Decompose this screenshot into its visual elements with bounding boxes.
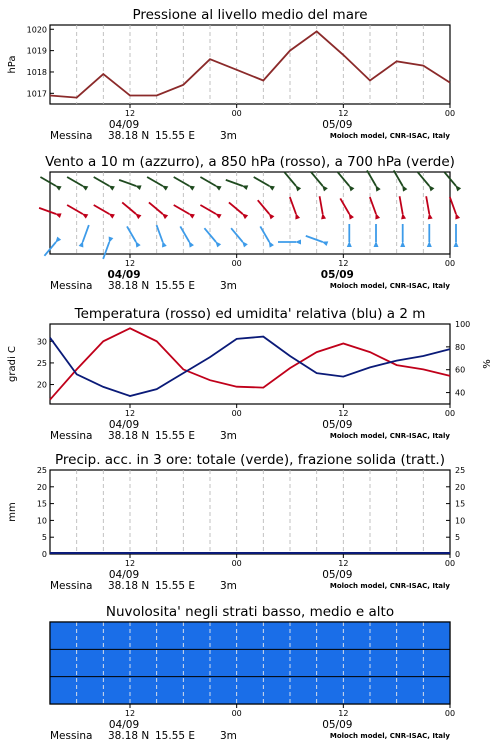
cloud-cell bbox=[150, 622, 176, 649]
date-label: 04/09 bbox=[108, 569, 140, 581]
wind-barb bbox=[374, 224, 379, 247]
wind-barb bbox=[427, 224, 432, 247]
wind-barb bbox=[79, 224, 92, 247]
barb-shaft bbox=[147, 177, 163, 186]
barb-shaft bbox=[320, 196, 323, 214]
date-label: 04/09 bbox=[108, 719, 140, 731]
wind-barb bbox=[443, 171, 462, 192]
cloud-cell bbox=[425, 649, 451, 676]
date-label: 05/09 bbox=[322, 419, 353, 431]
barb-head bbox=[347, 241, 352, 247]
y-tick-label-right: 10 bbox=[455, 516, 466, 526]
barb-shaft bbox=[370, 197, 376, 214]
wind-barb bbox=[227, 201, 248, 220]
cloud-cell bbox=[400, 649, 426, 676]
barb-shaft bbox=[174, 177, 190, 186]
barb-shaft bbox=[290, 197, 296, 214]
date-label: 05/09 bbox=[320, 269, 354, 281]
x-tick-label: 00 bbox=[231, 259, 242, 268]
barb-shaft bbox=[39, 208, 56, 214]
y-tick-label-right: 5 bbox=[455, 533, 461, 543]
cloud-cell bbox=[75, 649, 101, 676]
barb-shaft bbox=[174, 205, 190, 214]
date-label: 05/09 bbox=[322, 119, 353, 131]
wind-barb bbox=[416, 171, 435, 192]
x-tick-label: 00 bbox=[231, 559, 242, 568]
station-elev: 3m bbox=[220, 130, 237, 142]
cloud-cell bbox=[325, 649, 351, 676]
wind-barb bbox=[347, 224, 352, 247]
x-tick-label: 12 bbox=[124, 559, 136, 568]
wind-barb bbox=[178, 225, 194, 247]
barb-shaft bbox=[94, 177, 110, 186]
x-tick-label: 12 bbox=[124, 709, 136, 718]
cloud-cell bbox=[350, 622, 376, 649]
plot-frame bbox=[50, 470, 450, 554]
x-tick-label: 12 bbox=[338, 109, 349, 118]
station-elev: 3m bbox=[220, 280, 237, 292]
x-tick-label: 12 bbox=[124, 409, 136, 418]
station-elev: 3m bbox=[220, 430, 237, 442]
barb-shaft bbox=[367, 170, 376, 186]
cloud-cell bbox=[125, 677, 151, 704]
model-credit: Moloch model, CNR-ISAC, Italy bbox=[329, 732, 450, 740]
cloud-cell bbox=[225, 677, 251, 704]
x-tick-label: 12 bbox=[124, 109, 136, 118]
precipitation-panel bbox=[7, 452, 465, 592]
barb-shaft bbox=[67, 177, 83, 186]
x-tick-label: 00 bbox=[444, 109, 456, 118]
wind-barb bbox=[203, 227, 222, 248]
wind-barb bbox=[309, 171, 328, 192]
barb-head bbox=[400, 241, 405, 247]
station-lat: 38.18 N bbox=[108, 280, 150, 292]
station-elev: 3m bbox=[220, 580, 237, 592]
y-tick-label: 20 bbox=[36, 482, 47, 492]
y-tick-label-right: 100 bbox=[455, 320, 471, 329]
barb-head bbox=[454, 241, 459, 247]
x-tick-label: 00 bbox=[444, 409, 456, 418]
station-lon: 15.55 E bbox=[155, 280, 196, 292]
wind-barb bbox=[278, 240, 301, 245]
cloud-cell bbox=[200, 622, 226, 649]
cloud-cell bbox=[175, 677, 201, 704]
cloud-cell bbox=[275, 677, 301, 704]
barb-shaft bbox=[103, 242, 109, 259]
y-tick-label: 10 bbox=[36, 516, 47, 526]
station-lon: 15.55 E bbox=[155, 730, 196, 742]
cloud-cell bbox=[400, 622, 426, 649]
wind-barb bbox=[125, 225, 141, 247]
station-name: Messina bbox=[50, 730, 93, 742]
wind-barb bbox=[154, 224, 167, 247]
station-lon: 15.55 E bbox=[155, 130, 196, 142]
cloud-cell bbox=[200, 649, 226, 676]
y-axis-label-right: % bbox=[482, 359, 493, 369]
pressure-panel bbox=[7, 7, 455, 142]
barb-shaft bbox=[394, 170, 403, 186]
barb-shaft bbox=[400, 196, 403, 214]
cloud-cell bbox=[350, 649, 376, 676]
y-tick-label: 30 bbox=[36, 337, 47, 347]
cloud-cell bbox=[425, 677, 451, 704]
x-tick-label: 00 bbox=[444, 559, 456, 568]
barb-shaft bbox=[200, 205, 216, 214]
cloud-cell bbox=[300, 649, 326, 676]
cloud-cell bbox=[175, 622, 201, 649]
model-credit: Moloch model, CNR-ISAC, Italy bbox=[329, 432, 450, 440]
chart-title: Temperatura (rosso) ed umidita' relativa (blu) a 2 m bbox=[74, 306, 426, 322]
wind-barb bbox=[400, 224, 405, 247]
wind-barb bbox=[424, 196, 433, 220]
y-tick-label-right: 15 bbox=[455, 499, 466, 509]
chart-title: Precip. acc. in 3 ore: totale (verde), frazione solida (tratt.) bbox=[55, 452, 445, 468]
barb-shaft bbox=[200, 177, 216, 186]
x-tick-label: 00 bbox=[231, 109, 242, 118]
wind-barb bbox=[336, 171, 355, 192]
station-elev: 3m bbox=[220, 730, 237, 742]
date-label: 04/09 bbox=[107, 269, 141, 281]
y-axis-label: hPa bbox=[7, 55, 18, 74]
wind-barb bbox=[256, 199, 275, 220]
y-tick-label-right: 25 bbox=[455, 466, 466, 475]
station-name: Messina bbox=[50, 280, 93, 292]
x-tick-label: 12 bbox=[124, 259, 136, 268]
x-tick-label: 00 bbox=[444, 259, 456, 268]
barb-head bbox=[427, 241, 432, 247]
y-tick-label: 5 bbox=[41, 533, 47, 543]
station-lat: 38.18 N bbox=[108, 130, 150, 142]
x-tick-label: 00 bbox=[444, 709, 456, 718]
cloud-cell bbox=[225, 649, 251, 676]
wind-barb bbox=[101, 236, 114, 259]
cloud-cell bbox=[425, 622, 451, 649]
cloud-cell bbox=[150, 649, 176, 676]
barb-head bbox=[374, 241, 379, 247]
barb-shaft bbox=[306, 236, 323, 242]
cloud-cell bbox=[50, 677, 76, 704]
chart-title: Nuvolosita' negli strati basso, medio e alto bbox=[105, 604, 395, 620]
y-tick-label: 15 bbox=[36, 499, 47, 509]
station-lat: 38.18 N bbox=[108, 580, 150, 592]
wind-barb bbox=[121, 201, 142, 220]
barb-shaft bbox=[226, 180, 243, 186]
y-tick-label: 1018 bbox=[26, 67, 47, 77]
station-name: Messina bbox=[50, 580, 93, 592]
cloud-cell bbox=[300, 622, 326, 649]
date-label: 05/09 bbox=[322, 719, 353, 731]
wind-barb bbox=[338, 197, 354, 219]
barb-head bbox=[295, 240, 301, 245]
y-axis-label: mm bbox=[7, 502, 18, 522]
y-tick-label: 1019 bbox=[26, 46, 47, 56]
date-label: 04/09 bbox=[108, 419, 140, 431]
barb-shaft bbox=[94, 205, 110, 214]
y-tick-label: 25 bbox=[36, 466, 47, 475]
cloud-cell bbox=[300, 677, 326, 704]
plot-frame bbox=[50, 25, 450, 104]
barb-shaft bbox=[67, 205, 83, 214]
x-tick-label: 12 bbox=[338, 259, 349, 268]
barb-shaft bbox=[40, 177, 56, 186]
wind-panel bbox=[38, 154, 461, 292]
cloud-cell bbox=[325, 622, 351, 649]
wind-barb bbox=[287, 196, 300, 219]
x-tick-label: 12 bbox=[338, 709, 349, 718]
wind-barb bbox=[447, 196, 460, 219]
chart-title: Pressione al livello medio del mare bbox=[132, 7, 368, 23]
barb-shaft bbox=[157, 225, 163, 242]
barb-shaft bbox=[450, 197, 456, 214]
cloud-cell bbox=[100, 677, 126, 704]
y-tick-label: 0 bbox=[41, 550, 47, 559]
cloud-cell bbox=[250, 649, 276, 676]
wind-barb bbox=[397, 196, 406, 220]
cloud-cell bbox=[350, 677, 376, 704]
x-tick-label: 00 bbox=[231, 409, 242, 418]
y-tick-label-right: 60 bbox=[455, 365, 466, 375]
cloud-panel bbox=[50, 604, 455, 742]
station-lon: 15.55 E bbox=[155, 580, 196, 592]
plot-frame bbox=[50, 324, 450, 404]
barb-shaft bbox=[229, 202, 243, 214]
model-credit: Moloch model, CNR-ISAC, Italy bbox=[329, 282, 450, 290]
station-lat: 38.18 N bbox=[108, 430, 150, 442]
cloud-cell bbox=[250, 622, 276, 649]
barb-shaft bbox=[83, 225, 89, 242]
y-tick-label-right: 40 bbox=[455, 388, 466, 398]
y-tick-label-right: 0 bbox=[455, 550, 461, 559]
x-tick-label: 12 bbox=[338, 559, 349, 568]
y-axis-label: gradi C bbox=[7, 346, 18, 382]
cloud-cell bbox=[75, 622, 101, 649]
y-tick-label: 1017 bbox=[26, 89, 47, 99]
barb-shaft bbox=[260, 226, 269, 242]
barb-shaft bbox=[149, 202, 163, 214]
cloud-cell bbox=[50, 649, 76, 676]
y-tick-label-right: 80 bbox=[455, 342, 466, 352]
cloud-cell bbox=[100, 622, 126, 649]
y-tick-label: 25 bbox=[36, 358, 47, 368]
y-tick-label-right: 20 bbox=[455, 482, 466, 492]
barb-shaft bbox=[127, 226, 136, 242]
cloud-cell bbox=[175, 649, 201, 676]
cloud-cell bbox=[275, 649, 301, 676]
temperature-panel bbox=[7, 306, 493, 442]
cloud-cell bbox=[125, 622, 151, 649]
station-lon: 15.55 E bbox=[155, 430, 196, 442]
pressure-line bbox=[50, 31, 450, 97]
station-name: Messina bbox=[50, 430, 93, 442]
barb-shaft bbox=[254, 177, 270, 186]
cloud-cell bbox=[100, 649, 126, 676]
barb-shaft bbox=[426, 196, 429, 214]
barb-shaft bbox=[122, 202, 136, 214]
barb-shaft bbox=[119, 180, 136, 186]
x-tick-label: 12 bbox=[338, 409, 349, 418]
y-tick-label: 1020 bbox=[26, 25, 47, 35]
date-label: 04/09 bbox=[108, 119, 140, 131]
wind-barb bbox=[317, 196, 326, 220]
wind-barb bbox=[147, 201, 168, 220]
model-credit: Moloch model, CNR-ISAC, Italy bbox=[329, 582, 450, 590]
y-tick-label: 20 bbox=[36, 380, 47, 390]
wind-barb bbox=[454, 224, 459, 247]
x-tick-label: 00 bbox=[231, 709, 242, 718]
cloud-cell bbox=[50, 622, 76, 649]
station-name: Messina bbox=[50, 130, 93, 142]
date-label: 05/09 bbox=[322, 569, 353, 581]
cloud-cell bbox=[275, 622, 301, 649]
station-lat: 38.18 N bbox=[108, 730, 150, 742]
barb-shaft bbox=[180, 226, 189, 242]
cloud-cell bbox=[75, 677, 101, 704]
cloud-cell bbox=[225, 622, 251, 649]
wind-barb bbox=[258, 225, 274, 247]
wind-barb bbox=[283, 171, 302, 192]
wind-barb bbox=[367, 196, 380, 219]
cloud-cell bbox=[400, 677, 426, 704]
wind-barb bbox=[229, 227, 248, 248]
cloud-cell bbox=[200, 677, 226, 704]
cloud-cell bbox=[150, 677, 176, 704]
chart-title: Vento a 10 m (azzurro), a 850 hPa (rosso), a 700 hPa (verde) bbox=[45, 154, 455, 170]
cloud-cell bbox=[250, 677, 276, 704]
cloud-cell bbox=[125, 649, 151, 676]
cloud-cell bbox=[325, 677, 351, 704]
model-credit: Moloch model, CNR-ISAC, Italy bbox=[329, 132, 450, 140]
barb-shaft bbox=[340, 198, 349, 214]
